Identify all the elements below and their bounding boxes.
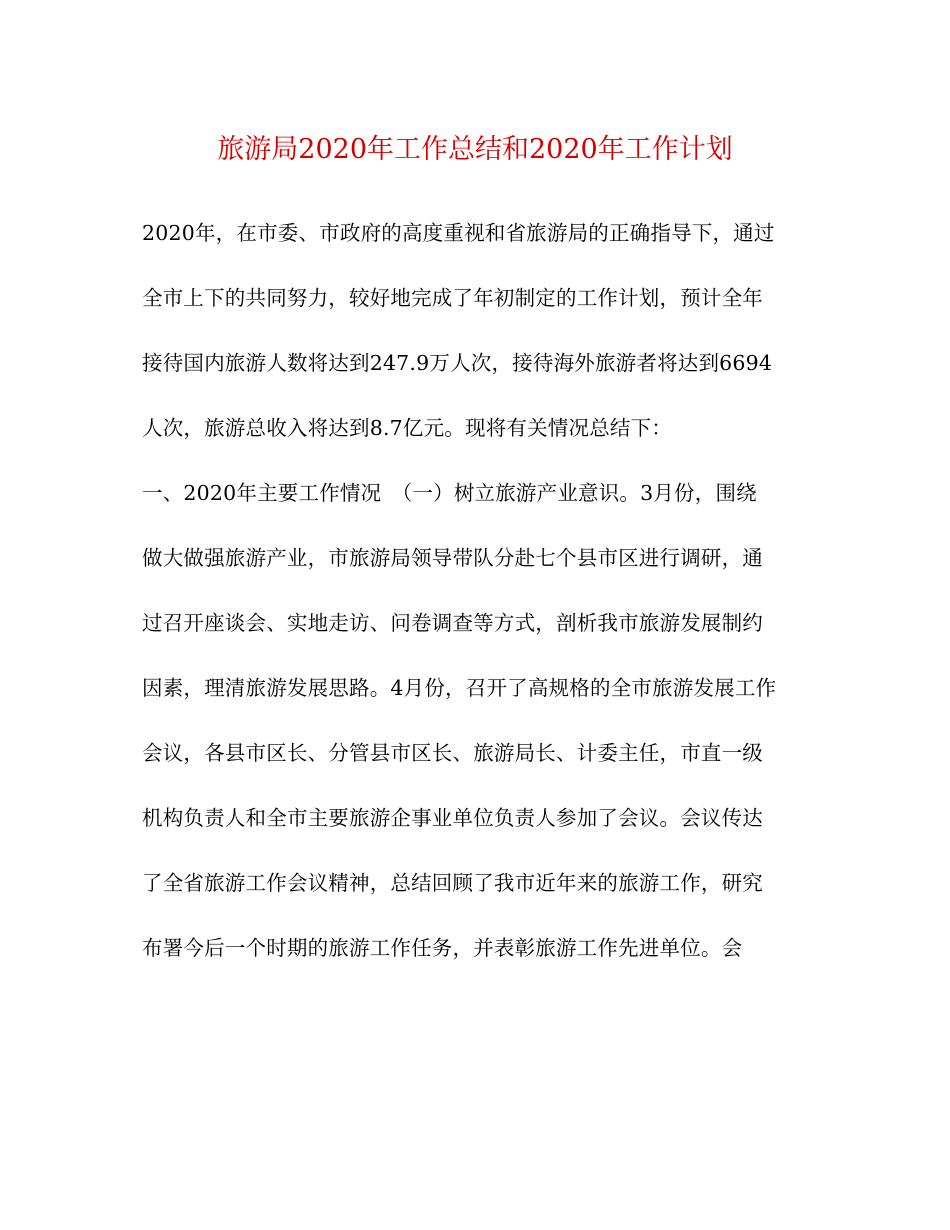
document-title: 旅游局2020年工作总结和2020年工作计划 xyxy=(217,134,733,165)
body-line: 一、2020年主要工作情况 （一）树立旅游产业意识。3月份，围绕 xyxy=(142,481,757,505)
body-line: 了全省旅游工作会议精神，总结回顾了我市近年来的旅游工作，研究 xyxy=(142,871,763,895)
body-line: 会议，各县市区长、分管县市区长、旅游局长、计委主任，市直一级 xyxy=(142,741,763,765)
body-line: 机构负责人和全市主要旅游企事业单位负责人参加了会议。会议传达 xyxy=(142,806,763,830)
body-line: 2020年，在市委、市政府的高度重视和省旅游局的正确指导下，通过 xyxy=(142,221,775,245)
body-line: 做大做强旅游产业，市旅游局领导带队分赴七个县市区进行调研，通 xyxy=(142,546,763,570)
body-line: 接待国内旅游人数将达到247.9万人次，接待海外旅游者将达到6694 xyxy=(142,351,773,375)
body-line: 过召开座谈会、实地走访、问卷调查等方式，剖析我市旅游发展制约 xyxy=(142,611,763,635)
body-line: 全市上下的共同努力，较好地完成了年初制定的工作计划，预计全年 xyxy=(142,286,763,310)
document-body xyxy=(142,215,842,995)
body-line: 人次，旅游总收入将达到8.7亿元。现将有关情况总结下： xyxy=(142,416,673,440)
body-line: 因素，理清旅游发展思路。4月份，召开了高规格的全市旅游发展工作 xyxy=(142,676,777,700)
body-line: 布署今后一个时期的旅游工作任务，并表彰旅游工作先进单位。会 xyxy=(142,936,743,960)
